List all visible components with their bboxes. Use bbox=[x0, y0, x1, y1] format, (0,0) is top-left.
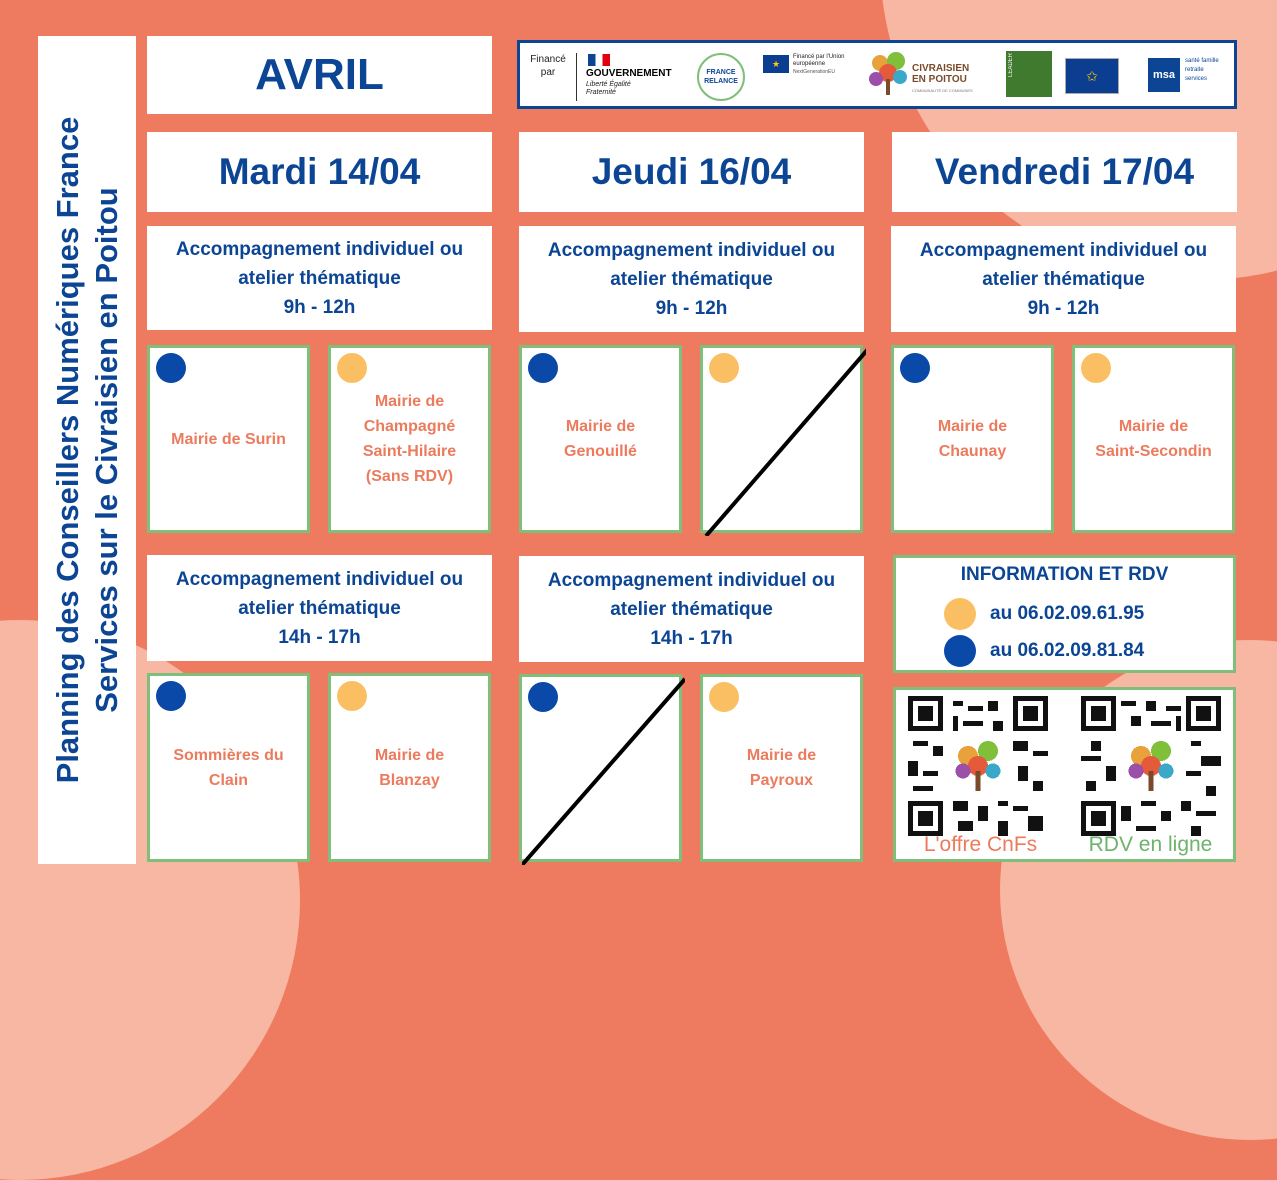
card-mairie-de-blanzay: Mairie de Blanzay bbox=[328, 673, 491, 862]
card-mairie-de-surin: Mairie de Surin bbox=[147, 345, 310, 533]
qr-code-offre-icon[interactable] bbox=[908, 695, 1048, 837]
qr-codes-box bbox=[893, 687, 1236, 862]
card-jeudi-morning-empty bbox=[700, 345, 863, 533]
eu-flag-icon: ★ bbox=[763, 55, 789, 73]
eu-flag-large-icon: ✩ bbox=[1065, 58, 1119, 94]
day-title-jeudi: Jeudi 16/04 bbox=[519, 132, 864, 212]
sidebar-title-line2: Services sur le Civraisien en Poitou bbox=[89, 187, 124, 713]
qr-caption-offre: L'offre CnFs bbox=[923, 833, 1038, 856]
card-sommieres-du-clain: Sommières du Clain bbox=[147, 673, 310, 862]
info-title: INFORMATION ET RDV bbox=[960, 564, 1169, 585]
cancelled-slash-icon bbox=[522, 677, 685, 865]
qr-caption-rdv: RDV en ligne bbox=[1088, 833, 1213, 856]
card-jeudi-afternoon-empty bbox=[519, 674, 682, 862]
month-title: AVRIL bbox=[147, 36, 492, 114]
slot-jeudi-afternoon: Accompagnement individuel ou atelier thématique 14h - 17h bbox=[519, 556, 864, 662]
gouvernement-label: GOUVERNEMENT bbox=[586, 68, 672, 79]
france-relance-logo bbox=[697, 53, 745, 101]
leader-label: LEADER bbox=[1008, 53, 1014, 78]
civraisien-sub-label: COMMUNAUTÉ DE COMMUNES bbox=[912, 88, 973, 93]
slot-vendredi-morning: Accompagnement individuel ou atelier thématique 9h - 12h bbox=[891, 226, 1236, 332]
marianne-flag-icon bbox=[588, 54, 610, 66]
cancelled-slash-icon bbox=[703, 348, 866, 536]
leader-logo bbox=[1006, 51, 1052, 97]
card-mairie-de-genouille: Mairie de Genouillé bbox=[519, 345, 682, 533]
phone-orange-row bbox=[944, 598, 1144, 630]
vertical-divider bbox=[576, 53, 577, 101]
blue-dot-icon bbox=[944, 635, 976, 667]
civraisien-tree-icon bbox=[868, 51, 910, 95]
card-mairie-de-chaunay: Mairie de Chaunay bbox=[891, 345, 1054, 533]
day-title-vendredi: Vendredi 17/04 bbox=[892, 132, 1237, 212]
card-mairie-de-champagne: Mairie de Champagné Saint-Hilaire (Sans RDV) bbox=[328, 345, 491, 533]
msa-label: msa bbox=[1152, 69, 1176, 81]
card-mairie-de-saint-secondin: Mairie de Saint-Secondin bbox=[1072, 345, 1235, 533]
msa-logo bbox=[1148, 58, 1180, 92]
qr-code-rdv-icon[interactable] bbox=[1081, 695, 1221, 837]
phone-orange[interactable]: au 06.02.09.61.95 bbox=[990, 603, 1145, 624]
slot-mardi-afternoon: Accompagnement individuel ou atelier thématique 14h - 17h bbox=[147, 555, 492, 661]
ue-next-label: NextGenerationEU bbox=[793, 69, 835, 75]
civraisien-label: CIVRAISIEN EN POITOU bbox=[912, 63, 970, 85]
france-relance-label: FRANCE RELANCE bbox=[704, 69, 738, 85]
slot-jeudi-morning: Accompagnement individuel ou atelier thématique 9h - 12h bbox=[519, 226, 864, 332]
card-mairie-de-payroux: Mairie de Payroux bbox=[700, 674, 863, 862]
sponsor-logos bbox=[517, 40, 1237, 109]
phone-blue-row bbox=[944, 635, 1144, 667]
slot-mardi-morning: Accompagnement individuel ou atelier thématique 9h - 12h bbox=[147, 226, 492, 330]
info-rdv-box bbox=[893, 555, 1236, 673]
sidebar-title-line1: Planning des Conseillers Numériques France bbox=[50, 116, 85, 784]
ue-finance-label: Financé par l'Union européenne bbox=[793, 54, 845, 67]
day-title-mardi: Mardi 14/04 bbox=[147, 132, 492, 212]
finance-par-label: Financé par bbox=[530, 54, 566, 78]
orange-dot-icon bbox=[944, 598, 976, 630]
sidebar-title bbox=[38, 36, 136, 864]
msa-sub-label: santé famille retraite services bbox=[1185, 58, 1219, 82]
devise-label: Liberté Égalité Fraternité bbox=[586, 81, 631, 96]
phone-blue[interactable]: au 06.02.09.81.84 bbox=[990, 640, 1145, 661]
